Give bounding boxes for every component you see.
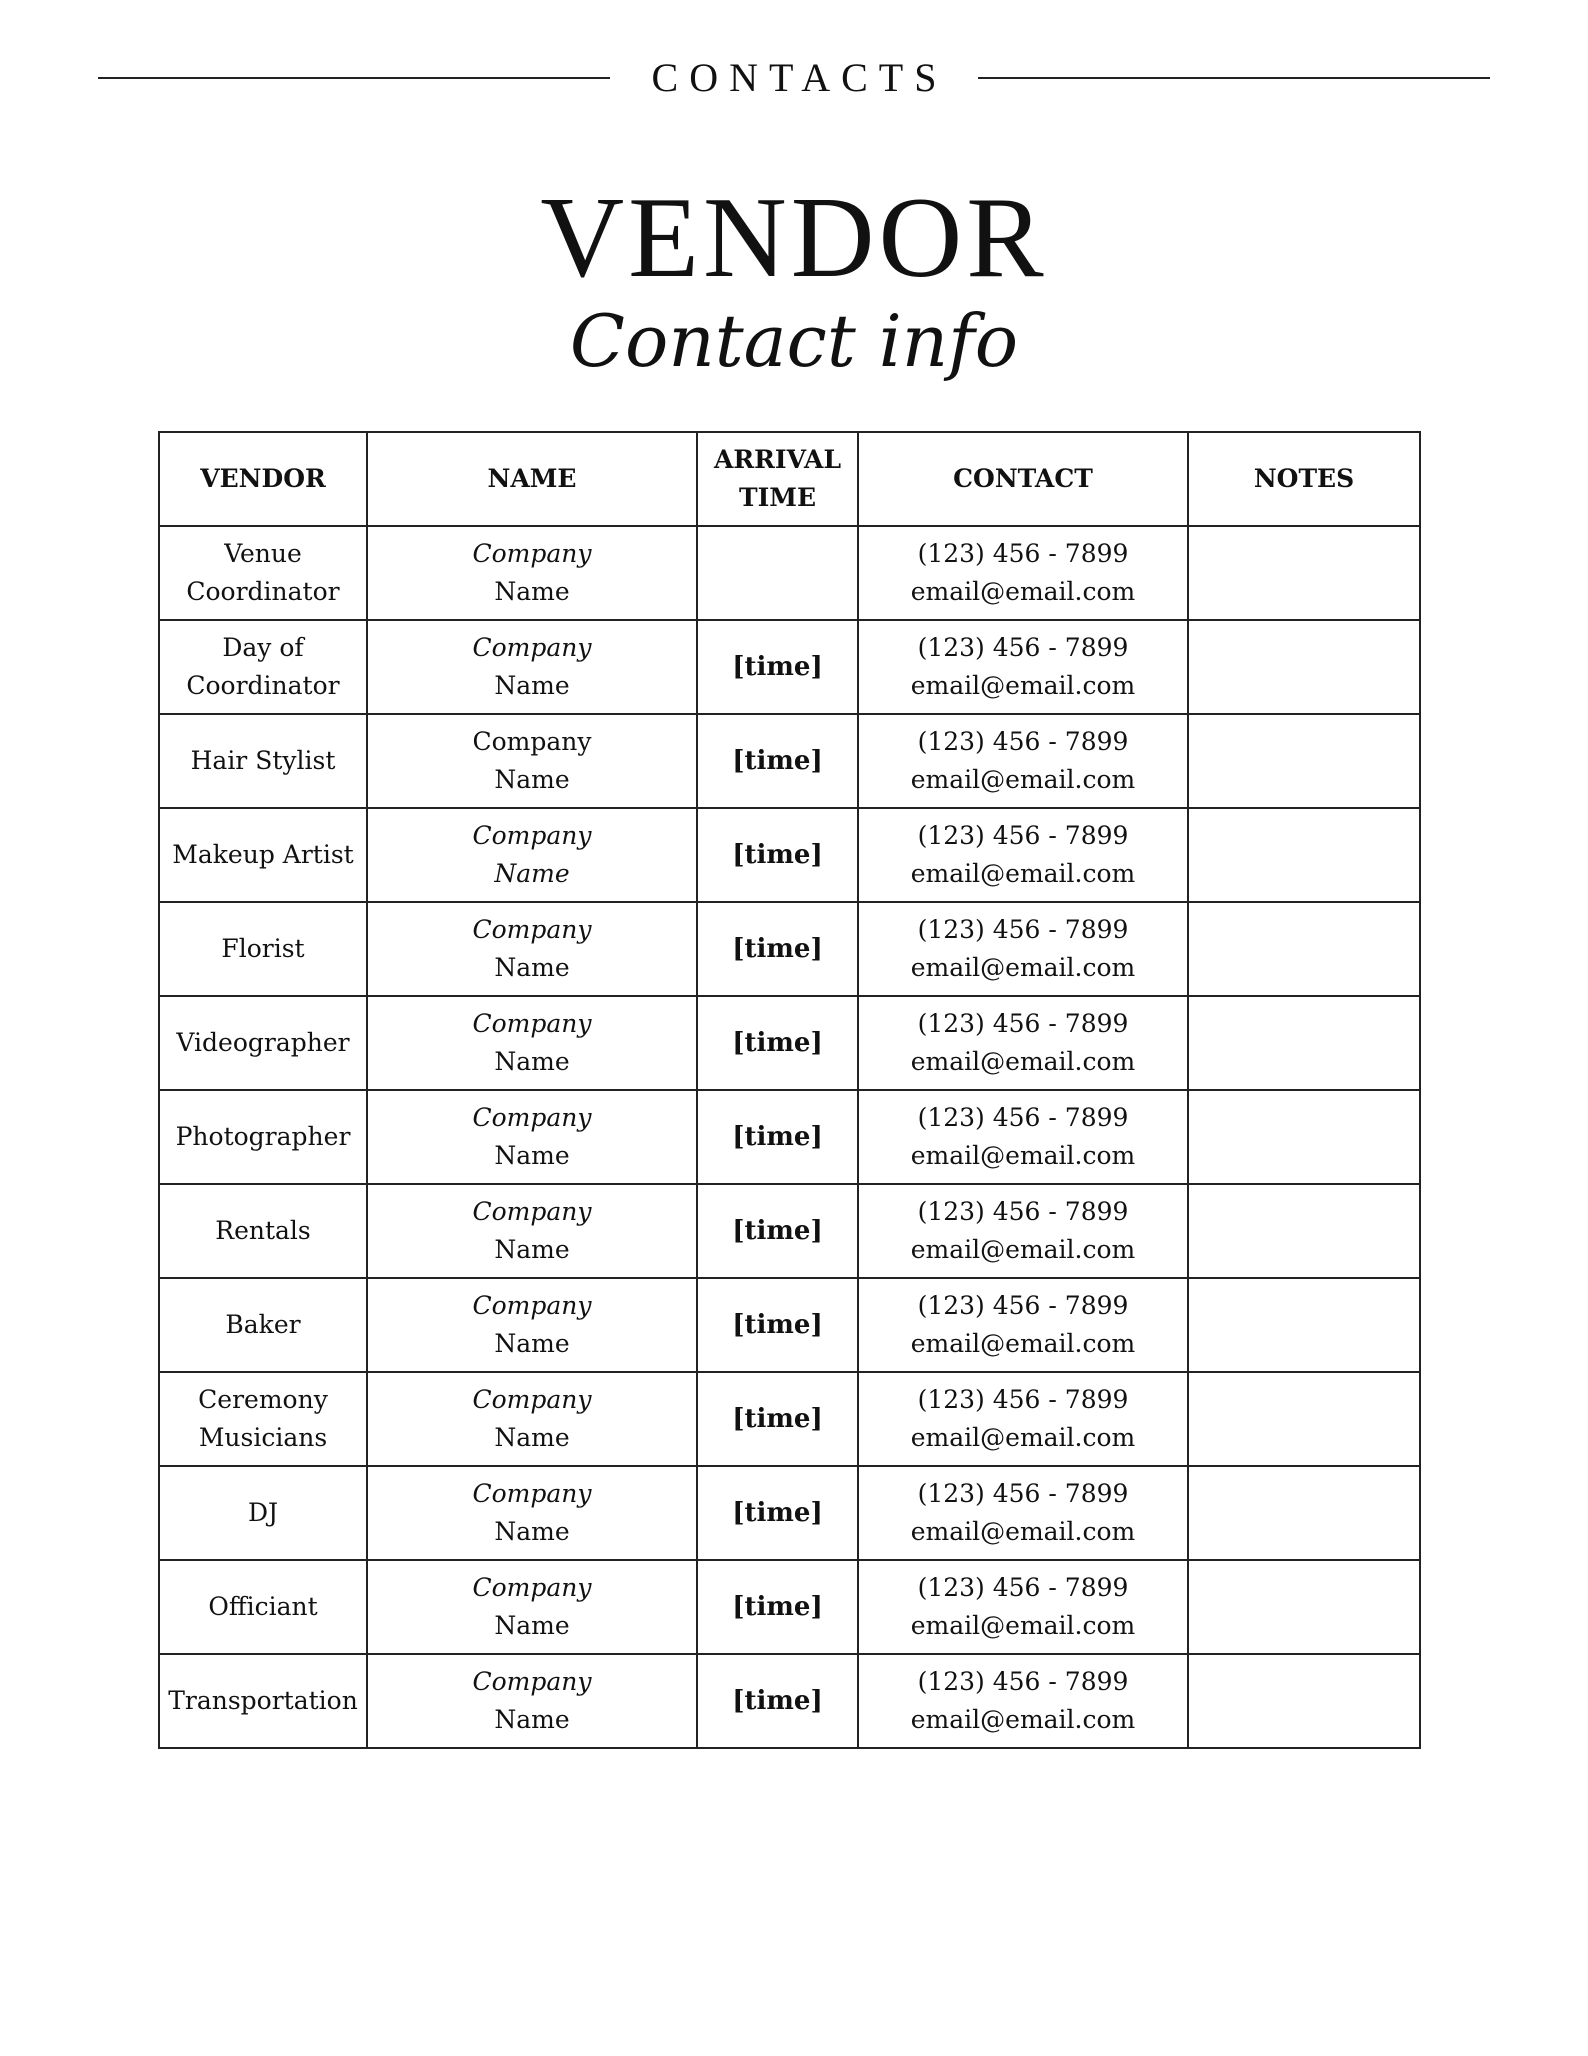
- vendor-contact-table: [158, 431, 1421, 1749]
- company-name-text: Company: [472, 1667, 592, 1696]
- table-row: [159, 996, 1420, 1090]
- table-row: [159, 1090, 1420, 1184]
- table-row: [159, 526, 1420, 620]
- company-name-text: Name: [494, 765, 570, 794]
- arrival-time-cell: [time]: [697, 1372, 858, 1466]
- arrival-time-cell: [697, 526, 858, 620]
- table-header-row: [159, 432, 1420, 526]
- arrival-time-cell: [time]: [697, 1090, 858, 1184]
- section-label: CONTACTS: [651, 55, 948, 100]
- notes-cell: [1188, 620, 1420, 714]
- contact-cell: [858, 1654, 1188, 1748]
- vendor-label: Transportation: [168, 1686, 358, 1715]
- table-row: [159, 620, 1420, 714]
- notes-cell: [1188, 1090, 1420, 1184]
- company-name-text: Name: [494, 1705, 570, 1734]
- table-row: [159, 808, 1420, 902]
- phone-number: (123) 456 - 7899: [917, 1197, 1129, 1226]
- notes-cell: [1188, 1654, 1420, 1748]
- vendor-label: Coordinator: [186, 671, 340, 700]
- email-address: email@email.com: [910, 953, 1136, 982]
- company-name-cell: [367, 526, 697, 620]
- vendor-cell: [159, 902, 367, 996]
- vendor-label: Officiant: [208, 1592, 318, 1621]
- column-header-notes: NOTES: [1188, 432, 1420, 526]
- header-rule-right: [978, 77, 1490, 79]
- company-name-text: Company: [472, 821, 592, 850]
- company-name-text: Name: [494, 1047, 570, 1076]
- vendor-cell: [159, 1466, 367, 1560]
- notes-cell: [1188, 1372, 1420, 1466]
- vendor-cell: [159, 1090, 367, 1184]
- arrival-time-cell: [time]: [697, 1560, 858, 1654]
- email-address: email@email.com: [910, 671, 1136, 700]
- arrival-time-cell: [time]: [697, 996, 858, 1090]
- vendor-label: Ceremony: [198, 1385, 328, 1414]
- contact-cell: [858, 1184, 1188, 1278]
- contact-cell: [858, 1372, 1188, 1466]
- vendor-cell: [159, 808, 367, 902]
- company-name-text: Company: [472, 539, 592, 568]
- page-subtitle: Contact info: [569, 299, 1019, 383]
- company-name-text: Company: [472, 1385, 592, 1414]
- notes-cell: [1188, 526, 1420, 620]
- vendor-label: Baker: [225, 1310, 301, 1339]
- contact-cell: [858, 526, 1188, 620]
- company-name-text: Company: [472, 1479, 592, 1508]
- company-name-cell: [367, 1090, 697, 1184]
- vendor-label: Musicians: [198, 1423, 328, 1452]
- email-address: email@email.com: [910, 577, 1136, 606]
- phone-number: (123) 456 - 7899: [917, 727, 1129, 756]
- vendor-label: Rentals: [215, 1216, 311, 1245]
- notes-cell: [1188, 902, 1420, 996]
- contact-cell: [858, 1466, 1188, 1560]
- company-name-cell: [367, 1466, 697, 1560]
- vendor-cell: [159, 1372, 367, 1466]
- company-name-cell: [367, 714, 697, 808]
- email-address: email@email.com: [910, 1517, 1136, 1546]
- company-name-text: Name: [494, 1329, 570, 1358]
- email-address: email@email.com: [910, 1705, 1136, 1734]
- vendor-cell: [159, 620, 367, 714]
- column-header-arrival-line-1: ARRIVAL: [713, 445, 842, 474]
- notes-cell: [1188, 996, 1420, 1090]
- company-name-cell: [367, 620, 697, 714]
- company-name-text: Name: [494, 1141, 570, 1170]
- vendor-cell: [159, 1278, 367, 1372]
- vendor-label: DJ: [247, 1498, 279, 1527]
- section-header: [98, 56, 1490, 100]
- arrival-time-cell: [time]: [697, 1278, 858, 1372]
- company-name-text: Name: [494, 953, 570, 982]
- company-name-text: Name: [494, 671, 570, 700]
- company-name-cell: [367, 808, 697, 902]
- company-name-cell: [367, 1184, 697, 1278]
- contact-cell: [858, 714, 1188, 808]
- column-header-name: NAME: [367, 432, 697, 526]
- email-address: email@email.com: [910, 1423, 1136, 1452]
- company-name-cell: [367, 996, 697, 1090]
- contact-cell: [858, 620, 1188, 714]
- notes-cell: [1188, 808, 1420, 902]
- phone-number: (123) 456 - 7899: [917, 1103, 1129, 1132]
- arrival-time-cell: [time]: [697, 714, 858, 808]
- contact-cell: [858, 902, 1188, 996]
- phone-number: (123) 456 - 7899: [917, 1009, 1129, 1038]
- contact-cell: [858, 808, 1188, 902]
- column-header-arrival-line-2: TIME: [738, 483, 817, 512]
- phone-number: (123) 456 - 7899: [917, 821, 1129, 850]
- company-name-text: Company: [472, 1291, 592, 1320]
- contact-cell: [858, 1560, 1188, 1654]
- company-name-text: Name: [494, 1235, 570, 1264]
- column-header-contact: CONTACT: [858, 432, 1188, 526]
- arrival-time-cell: [time]: [697, 808, 858, 902]
- table-row: [159, 1466, 1420, 1560]
- table-body: [159, 526, 1420, 1748]
- email-address: email@email.com: [910, 1329, 1136, 1358]
- table-row: [159, 1654, 1420, 1748]
- notes-cell: [1188, 1560, 1420, 1654]
- column-header-vendor: VENDOR: [159, 432, 367, 526]
- vendor-label: Videographer: [176, 1028, 350, 1057]
- company-name-cell: [367, 1560, 697, 1654]
- company-name-text: Company: [472, 1573, 592, 1602]
- company-name-text: Name: [494, 1611, 570, 1640]
- company-name-text: Company: [472, 1103, 592, 1132]
- table-row: [159, 714, 1420, 808]
- email-address: email@email.com: [910, 859, 1136, 888]
- company-name-text: Company: [472, 915, 592, 944]
- email-address: email@email.com: [910, 1235, 1136, 1264]
- vendor-cell: [159, 1654, 367, 1748]
- company-name-text: Company: [472, 1197, 592, 1226]
- vendor-cell: [159, 714, 367, 808]
- vendor-cell: [159, 1560, 367, 1654]
- phone-number: (123) 456 - 7899: [917, 539, 1129, 568]
- phone-number: (123) 456 - 7899: [917, 1479, 1129, 1508]
- company-name-cell: [367, 1278, 697, 1372]
- vendor-label: Day of: [222, 633, 304, 662]
- table-row: [159, 902, 1420, 996]
- notes-cell: [1188, 1278, 1420, 1372]
- phone-number: (123) 456 - 7899: [917, 1291, 1129, 1320]
- company-name-text: Company: [472, 633, 592, 662]
- email-address: email@email.com: [910, 1141, 1136, 1170]
- contact-cell: [858, 1278, 1188, 1372]
- company-name-text: Name: [494, 1517, 570, 1546]
- phone-number: (123) 456 - 7899: [917, 1385, 1129, 1414]
- column-header-arrival-time: [697, 432, 858, 526]
- vendor-cell: [159, 526, 367, 620]
- vendor-label: Venue: [224, 539, 302, 568]
- notes-cell: [1188, 1184, 1420, 1278]
- company-name-text: Company: [472, 1009, 592, 1038]
- vendor-cell: [159, 1184, 367, 1278]
- phone-number: (123) 456 - 7899: [917, 1667, 1129, 1696]
- arrival-time-cell: [time]: [697, 1184, 858, 1278]
- company-name-text: Company: [472, 727, 592, 756]
- table-row: [159, 1184, 1420, 1278]
- page-title: VENDOR: [540, 174, 1048, 302]
- arrival-time-cell: [time]: [697, 1654, 858, 1748]
- email-address: email@email.com: [910, 1047, 1136, 1076]
- arrival-time-cell: [time]: [697, 620, 858, 714]
- vendor-label: Photographer: [175, 1122, 351, 1151]
- vendor-cell: [159, 996, 367, 1090]
- phone-number: (123) 456 - 7899: [917, 1573, 1129, 1602]
- vendor-label: Coordinator: [186, 577, 340, 606]
- phone-number: (123) 456 - 7899: [917, 915, 1129, 944]
- company-name-cell: [367, 902, 697, 996]
- contact-cell: [858, 1090, 1188, 1184]
- vendor-label: Makeup Artist: [172, 840, 354, 869]
- table-row: [159, 1372, 1420, 1466]
- company-name-cell: [367, 1372, 697, 1466]
- phone-number: (123) 456 - 7899: [917, 633, 1129, 662]
- table-row: [159, 1560, 1420, 1654]
- company-name-cell: [367, 1654, 697, 1748]
- vendor-label: Florist: [221, 934, 305, 963]
- table-row: [159, 1278, 1420, 1372]
- arrival-time-cell: [time]: [697, 1466, 858, 1560]
- email-address: email@email.com: [910, 1611, 1136, 1640]
- contact-cell: [858, 996, 1188, 1090]
- notes-cell: [1188, 714, 1420, 808]
- email-address: email@email.com: [910, 765, 1136, 794]
- company-name-text: Name: [494, 859, 570, 888]
- vendor-label: Hair Stylist: [190, 746, 336, 775]
- notes-cell: [1188, 1466, 1420, 1560]
- arrival-time-cell: [time]: [697, 902, 858, 996]
- company-name-text: Name: [494, 577, 570, 606]
- company-name-text: Name: [494, 1423, 570, 1452]
